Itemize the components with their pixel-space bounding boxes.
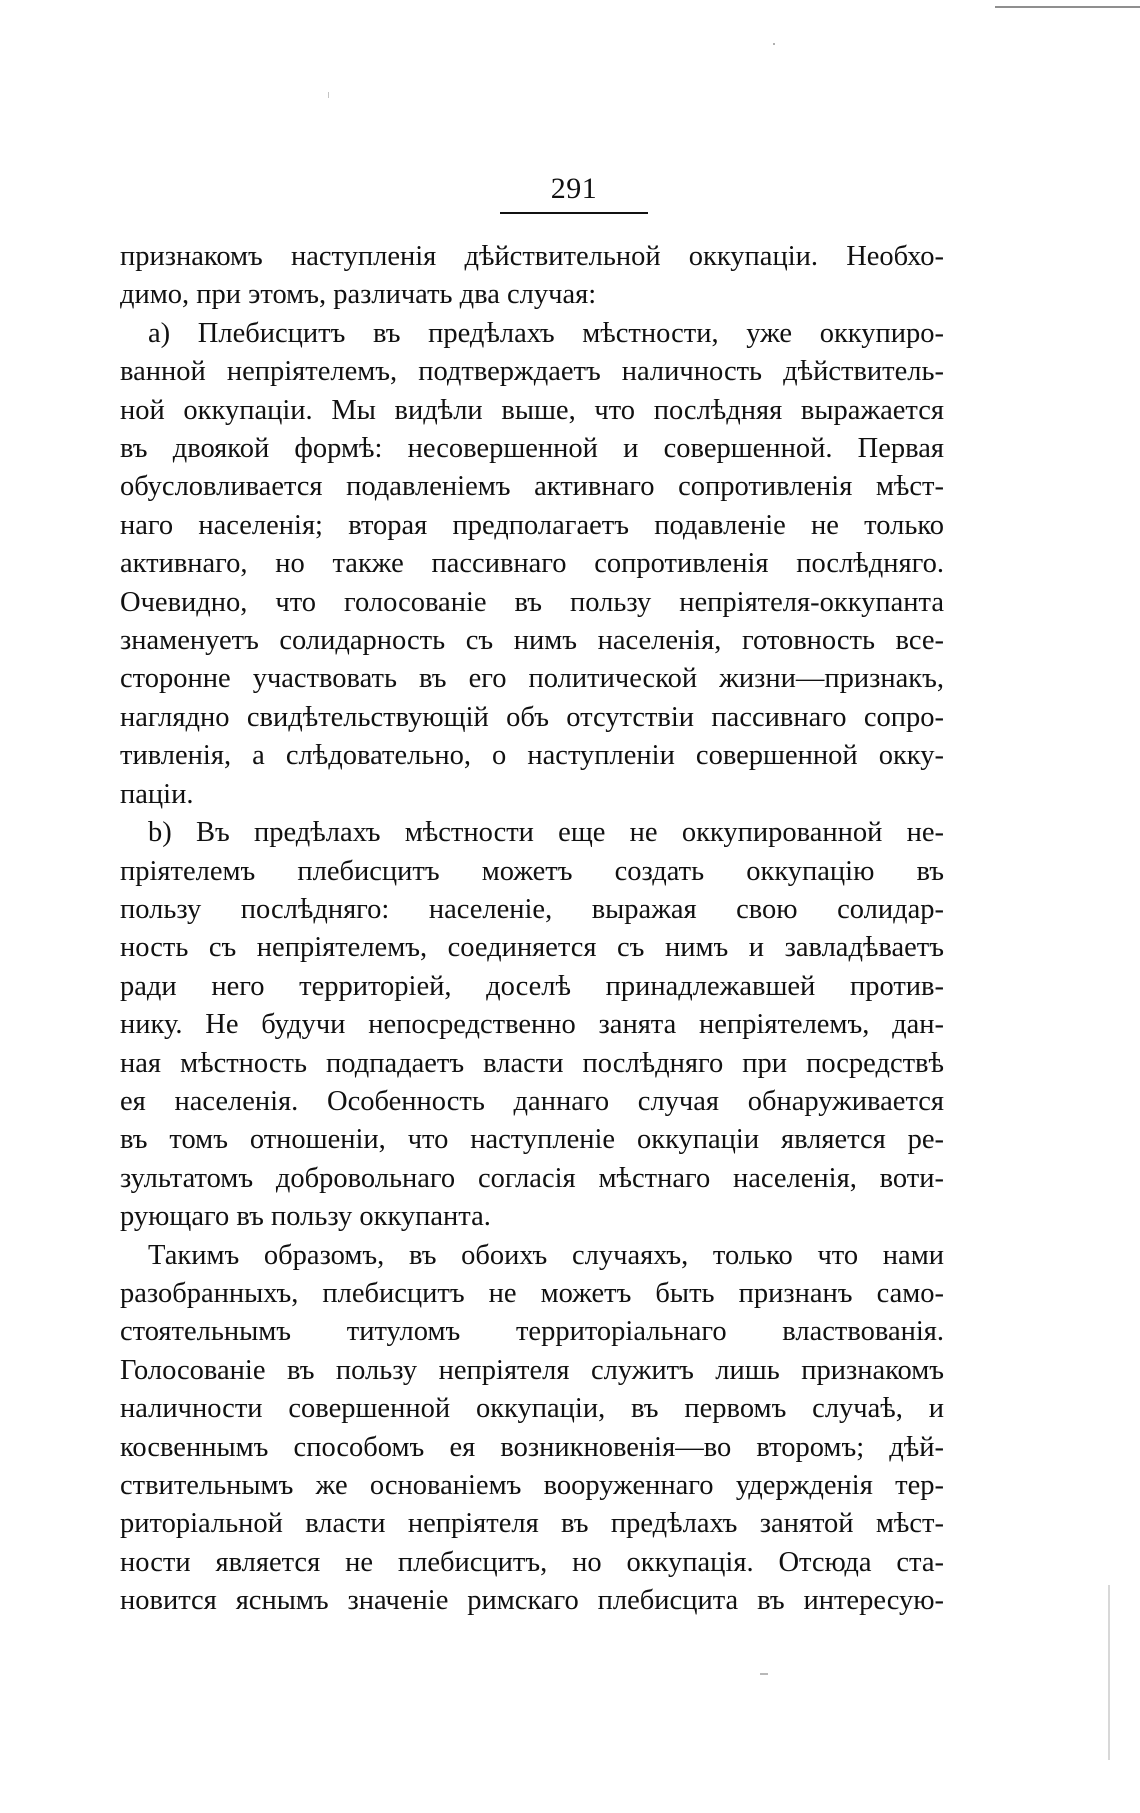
- scan-speck: [328, 92, 329, 98]
- text-line: стоятельнымъ титуломъ территоріальнаго властвованія.: [120, 1316, 944, 1348]
- text-line: пріятелемъ плебисцитъ можетъ создать оккупацію въ: [120, 855, 944, 887]
- text-line: ванной непріятелемъ, подтверждаетъ наличность дѣйствитель-: [120, 356, 944, 388]
- scan-edge-shadow: [1108, 1585, 1110, 1760]
- scan-speck: [773, 43, 775, 45]
- text-line: Очевидно, что голосованіе въ пользу непріятеля-оккупанта: [120, 586, 944, 618]
- text-line: b) Въ предѣлахъ мѣстности еще не оккупированной не-: [148, 817, 944, 849]
- text-line: сторонне участвовать въ его политической жизни—признакъ,: [120, 663, 944, 695]
- text-line: а) Плебисцитъ въ предѣлахъ мѣстности, уже оккупиро-: [148, 317, 944, 349]
- text-line: разобранныхъ, плебисцитъ не можетъ быть признанъ само-: [120, 1277, 944, 1309]
- text-line: активнаго, но также пассивнаго сопротивленія послѣдняго.: [120, 548, 944, 580]
- text-line: Такимъ образомъ, въ обоихъ случаяхъ, только что нами: [148, 1239, 944, 1271]
- text-line: ность съ непріятелемъ, соединяется съ нимъ и завладѣваетъ: [120, 932, 944, 964]
- text-line: риторіальной власти непріятеля въ предѣлахъ занятой мѣст-: [120, 1508, 944, 1540]
- text-line: ности является не плебисцитъ, но оккупація. Отсюда ста-: [120, 1546, 944, 1578]
- text-line: въ двоякой формѣ: несовершенной и совершенной. Первая: [120, 433, 944, 465]
- text-line: новится яснымъ значеніе римскаго плебисцита въ интересую-: [120, 1585, 944, 1617]
- text-line: наглядно свидѣтельствующій объ отсутствіи пассивнаго сопро-: [120, 701, 944, 733]
- body-text: [120, 238, 944, 1621]
- text-line: наличности совершенной оккупаціи, въ первомъ случаѣ, и: [120, 1393, 944, 1425]
- text-line: ной оккупаціи. Мы видѣли выше, что послѣдняя выражается: [120, 394, 944, 426]
- text-line: паціи.: [120, 778, 194, 810]
- page-header: [0, 168, 1140, 214]
- text-line: нику. Не будучи непосредственно занята непріятелемъ, дан-: [120, 1009, 944, 1041]
- text-line: Голосованіе въ пользу непріятеля служитъ лишь признакомъ: [120, 1354, 944, 1386]
- text-line: признакомъ наступленія дѣйствительной оккупаціи. Необхо-: [120, 241, 944, 272]
- text-line: косвеннымъ способомъ ея возникновенія—во второмъ; дѣй-: [120, 1431, 944, 1463]
- text-line: въ томъ отношеніи, что наступленіе оккупаціи является ре-: [120, 1124, 944, 1156]
- text-line: тивленія, а слѣдовательно, о наступленіи совершенной окку-: [120, 740, 944, 772]
- text-line: ствительнымъ же основаніемъ вооруженнаго удержденія тер-: [120, 1470, 944, 1501]
- page-number: 291: [550, 172, 598, 205]
- text-line: пользу послѣдняго: населеніе, выражая свою солидар-: [120, 893, 944, 925]
- text-line: рующаго въ пользу оккупанта.: [120, 1201, 491, 1233]
- scan-speck: [760, 1673, 768, 1675]
- text-line: ная мѣстность подпадаетъ власти послѣдняго при посредствѣ: [120, 1047, 944, 1079]
- text-line: ея населенія. Особенность даннаго случая обнаруживается: [120, 1085, 944, 1117]
- text-line: наго населенія; вторая предполагаетъ подавленіе не только: [120, 509, 944, 541]
- text-line: димо, при этомъ, различать два случая:: [120, 279, 597, 311]
- text-line: обусловливается подавленіемъ активнаго сопротивленія мѣст-: [120, 471, 944, 503]
- page-number-rule: [500, 212, 648, 214]
- text-line: знаменуетъ солидарность съ нимъ населенія, готовность все-: [120, 625, 944, 657]
- scan-edge-line: [995, 6, 1140, 8]
- text-line: ради него территоріей, доселѣ принадлежавшей против-: [120, 970, 944, 1002]
- text-line: зультатомъ добровольнаго согласія мѣстнаго населенія, воти-: [120, 1162, 944, 1194]
